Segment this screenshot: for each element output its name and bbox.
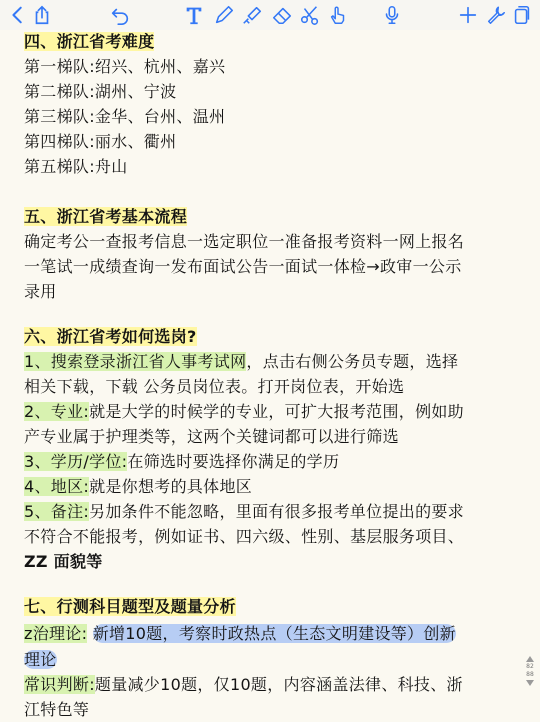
text-line: 确定考公一查报考信息一选定职位一准备报考资料一网上报名: [24, 232, 465, 251]
text-line: 不符合不能报考，例如证书、四六级、性别、基层服务项目、: [24, 527, 465, 546]
microphone-icon[interactable]: [380, 3, 404, 27]
text-line: [24, 622, 456, 646]
text-line: 第二梯队:湖州、宁波: [24, 82, 177, 101]
text-line: 第五梯队:舟山: [24, 157, 128, 176]
page-scroller[interactable]: [524, 656, 536, 700]
text-line: 一笔试一成绩查询一发布面试公告一面试一体检→政审一公示: [24, 257, 462, 276]
section-heading: 六、浙江省考如何选岗?: [24, 327, 197, 346]
text-tool-icon[interactable]: [182, 3, 206, 27]
text-line: 相关下载，下载 公务员岗位表。打开岗位表，开始选: [24, 377, 405, 396]
text-line: 第四梯队:丽水、衢州: [24, 132, 177, 151]
blue-highlight: 理论: [24, 650, 57, 669]
text-line: ZZ 面貌等: [24, 552, 103, 571]
scroll-up-icon[interactable]: [526, 656, 534, 662]
text-line: [24, 350, 458, 374]
scroll-down-icon[interactable]: [526, 680, 534, 686]
text-line: 第三梯队:金华、台州、温州: [24, 107, 226, 126]
pages-icon[interactable]: [510, 3, 534, 27]
highlighter-icon[interactable]: [240, 3, 264, 27]
text-line: [24, 673, 463, 697]
page-total: 88: [526, 671, 534, 678]
highlighted-term: z治理论:: [24, 624, 88, 643]
share-icon[interactable]: [30, 3, 54, 27]
highlighted-term: 5、备注:: [24, 502, 90, 521]
text-line: 录用: [24, 282, 57, 301]
page-number: 82: [526, 663, 534, 670]
text-line: [24, 400, 464, 424]
text-line: [24, 475, 252, 499]
text-line: [24, 450, 339, 474]
text-line: [24, 500, 464, 524]
wrench-icon[interactable]: [484, 3, 508, 27]
scissors-icon[interactable]: [298, 3, 322, 27]
eraser-icon[interactable]: [270, 3, 294, 27]
text-span: 另加条件不能忽略，里面有很多报考单位提出的要求: [89, 502, 464, 521]
text-span: 在筛选时要选择你满足的学历: [127, 452, 340, 471]
highlighted-term: 4、地区:: [24, 477, 90, 496]
text-line: 江特色等: [24, 700, 90, 719]
highlighted-term: 3、学历/学位:: [24, 452, 128, 471]
pen-icon[interactable]: [212, 3, 236, 27]
text-span: 题量减少10题，仅10题，内容涵盖法律、科技、浙: [94, 675, 463, 694]
toolbar: [0, 0, 540, 30]
blue-highlight: 新增10题，考察时政热点（生态文明建设等）创新: [92, 624, 456, 643]
highlighted-term: 2、专业:: [24, 402, 90, 421]
text-line: 产专业属于护理类等，这两个关键词都可以进行筛选: [24, 427, 399, 446]
text-span: 就是大学的时候学的专业，可扩大报考范围，例如助: [89, 402, 464, 421]
text-span: 就是你想考的具体地区: [89, 477, 253, 496]
highlighted-term: 1、搜索登录浙江省人事考试网: [24, 352, 247, 371]
add-icon[interactable]: [456, 3, 480, 27]
undo-icon[interactable]: [108, 3, 132, 27]
highlighted-term: 常识判断:: [24, 675, 95, 694]
chevron-left-icon[interactable]: [6, 3, 30, 27]
section-heading: 五、浙江省考基本流程: [24, 207, 188, 226]
text-line: 第一梯队:绍兴、杭州、嘉兴: [24, 57, 226, 76]
touch-icon[interactable]: [326, 3, 350, 27]
section-heading: 七、行测科目题型及题量分析: [24, 597, 236, 616]
text-line: [24, 648, 57, 672]
text-span: ，点击右侧公务员专题，选择: [246, 352, 459, 371]
section-heading: 四、浙江省考难度: [24, 32, 155, 51]
